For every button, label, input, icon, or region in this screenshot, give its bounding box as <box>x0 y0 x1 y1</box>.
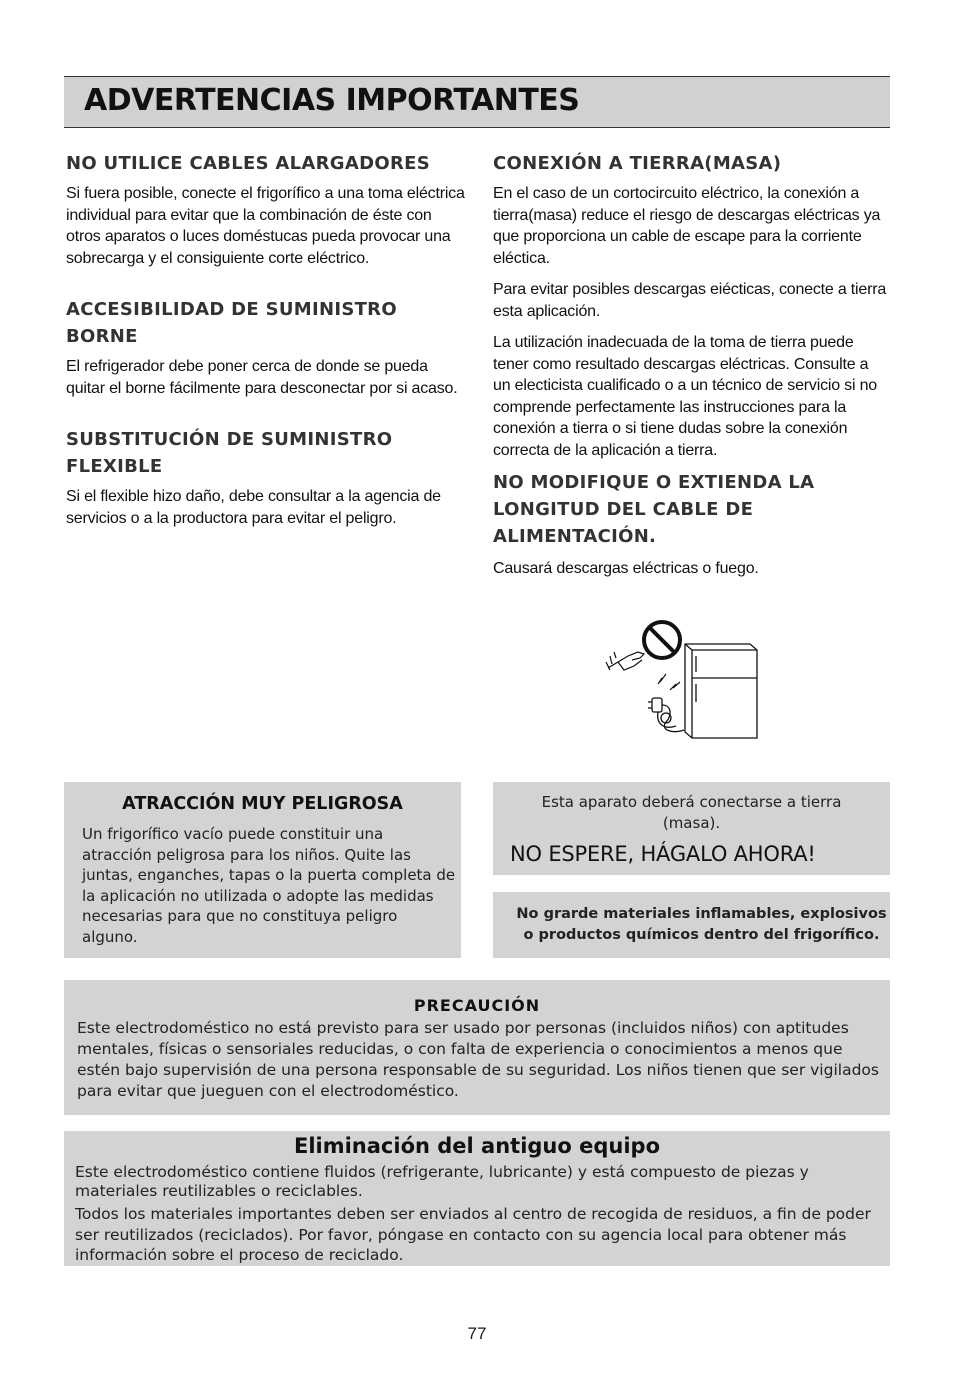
attraction-warning-box <box>64 782 461 958</box>
flammable-warning-box <box>493 892 890 958</box>
page-number: 77 <box>467 1324 487 1343</box>
section-paragraph: Para evitar posibles descargas eiécticas, conecte a tierra esta aplicación. <box>493 281 887 320</box>
box-heading: ATRACCIÓN MUY PELIGROSA <box>122 794 403 814</box>
section-body: El refrigerador debe poner cerca de donde se pueda quitar el borne fácilmente para desconectar por si acaso. <box>66 358 458 397</box>
refrigerator-icon <box>685 644 757 738</box>
section-heading: NO UTILICE CABLES ALARGADORES <box>66 153 430 174</box>
section-supply-accessibility <box>66 296 466 399</box>
section-no-extension-cords <box>66 150 466 269</box>
section-grounding <box>493 150 889 461</box>
box-body: Esta aparato deberá conectarse a tierra (masa). <box>541 793 842 832</box>
page-title: ADVERTENCIAS IMPORTANTES <box>84 83 580 118</box>
section-heading: SUBSTITUCIÓN DE SUMINISTRO FLEXIBLE <box>66 429 393 477</box>
section-body: Si el flexible hizo daño, debe consultar a la agencia de servicios o a la productora para evitar el peligro. <box>66 488 441 527</box>
hand-icon <box>606 652 644 670</box>
title-bar <box>64 76 890 128</box>
section-heading: ACCESIBILIDAD DE SUMINISTRO BORNE <box>66 299 397 347</box>
box-paragraph: Este electrodoméstico contiene fluidos (refrigerante, lubricante) y está compuesto de piezas y materiales reutilizables o reciclables. <box>75 1163 809 1200</box>
section-paragraph: La utilización inadecuada de la toma de tierra puede tener como resultado descargas eléctricas. Consulte a un electicista cualificado o a un técnico de servicio si no comprende perfectamente las instrucciones para la conexión a tierra o si tiene dudas sobre la conexión correcta de la aplicación a tierra. <box>493 334 877 459</box>
box-paragraph: Todos los materiales importantes deben ser enviados al centro de recogida de residuos, a fin de poder ser reutilizados (reciclados). Por favor, póngase en contacto con su agencia local para obtener más información sobre el proceso de reciclado. <box>75 1205 871 1264</box>
fridge-warning-illustration <box>600 612 765 757</box>
section-paragraph: En el caso de un cortocircuito eléctrico, la conexión a tierra(masa) reduce el riesgo de descargas eléctricas ya que proporciona un cable de escape para la corriente eléctica. <box>493 185 881 267</box>
box-body: No grarde materiales inflamables, explosivos o productos químicos dentro del frigorífico. <box>516 906 887 943</box>
box-emphasis: NO ESPERE, HÁGALO AHORA! <box>510 842 816 866</box>
section-body: Causará descargas eléctricas o fuego. <box>493 560 759 577</box>
prohibition-icon <box>644 622 680 658</box>
section-flexible-replacement <box>66 426 466 529</box>
box-body: Un frigorífico vacío puede constituir una atracción peligrosa para los niños. Quite las juntas, enganches, tapas o la puerta completa de la aplicación no utilizada o adopte las medidas necesarias para que no constituya peligro alguno. <box>82 825 456 946</box>
caution-box <box>64 980 890 1115</box>
disposal-box <box>64 1131 890 1266</box>
section-do-not-modify-cord <box>493 469 889 580</box>
ground-now-box <box>493 782 890 875</box>
section-heading: CONEXIÓN A TIERRA(MASA) <box>493 153 782 174</box>
left-column <box>66 150 466 529</box>
box-body: Este electrodoméstico no está previsto para ser usado por personas (incluidos niños) con aptitudes mentales, físicas o sensoriales reducidas, o con falta de experiencia o conocimientos a menos que estén bajo supervisión de una persona responsable de su seguridad. Los niños tienen que ser vigilados para evitar que jueguen con el electrodoméstico. <box>77 1019 879 1100</box>
plug-icon <box>648 698 684 732</box>
section-heading: NO MODIFIQUE O EXTIENDA LA LONGITUD DEL CABLE DE ALIMENTACIÓN. <box>493 472 815 547</box>
right-column <box>493 150 889 580</box>
spark-icon <box>658 674 680 690</box>
box-heading: Eliminación del antiguo equipo <box>293 1134 661 1158</box>
box-heading: PRECAUCIÓN <box>413 996 541 1015</box>
section-body: Si fuera posible, conecte el frigorífico a una toma eléctrica individual para evitar que la combinación de éste con otros aparatos o luces doméstucas pueda provocar una sobrecarga y el consiguiente corte eléctrico. <box>66 185 465 267</box>
